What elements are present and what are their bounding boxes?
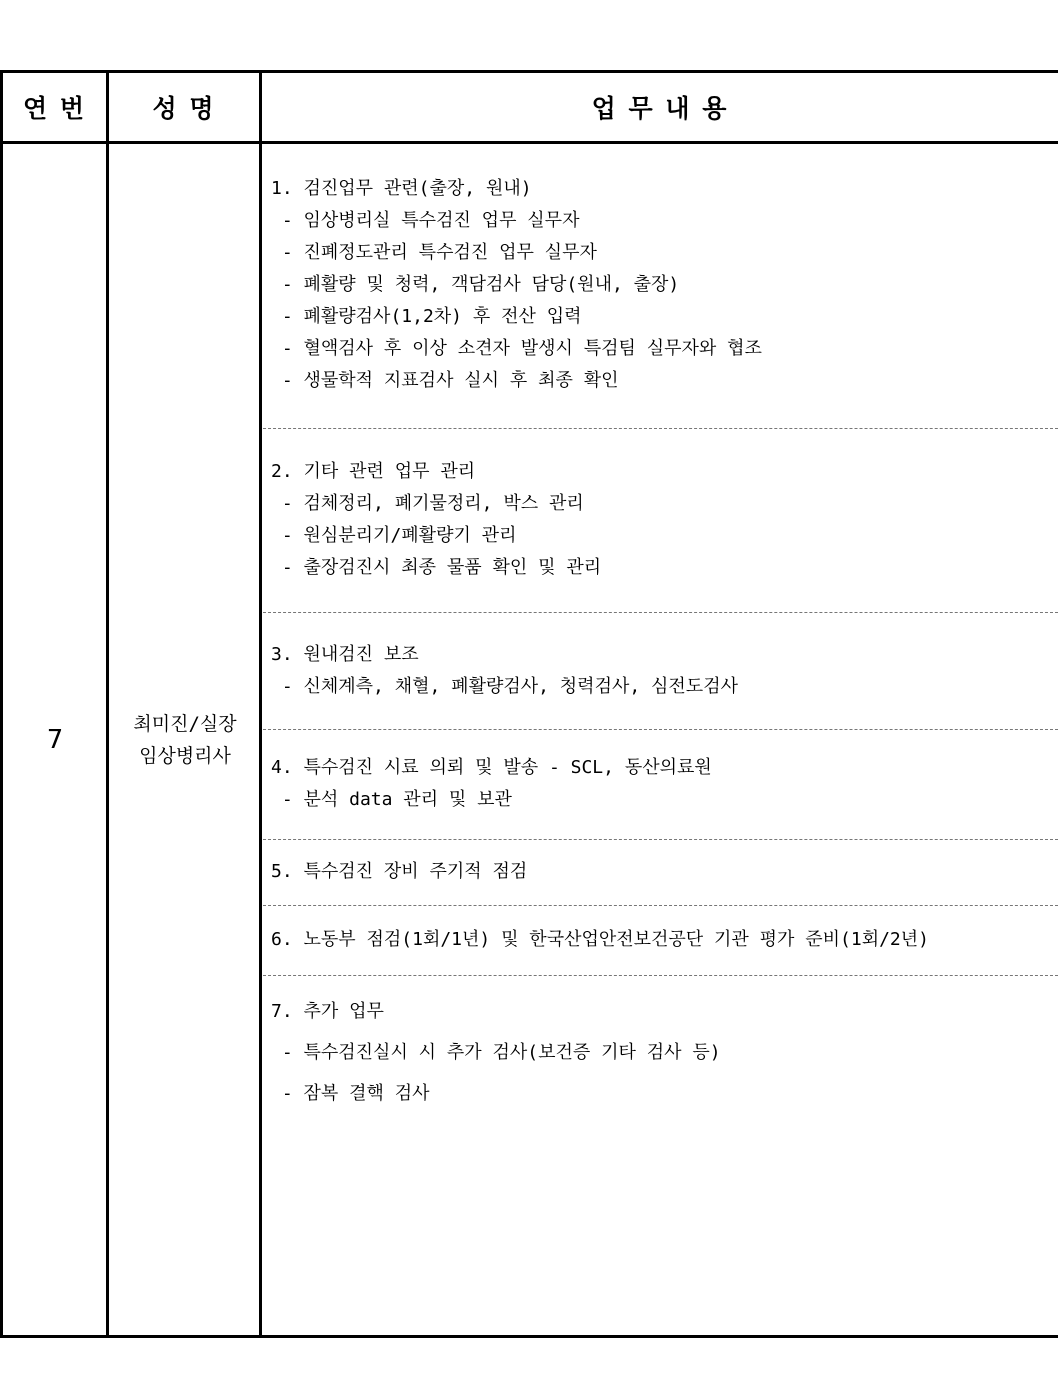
employee-name (110, 708, 260, 772)
section-item: - 진폐정도관리 특수검진 업무 실무자 (271, 242, 597, 263)
duty-section-2 (271, 456, 1051, 584)
section-item: - 폐활량 및 청력, 객담검사 담당(원내, 출장) (271, 274, 680, 295)
section-item: - 혈액검사 후 이상 소견자 발생시 특검팀 실무자와 협조 (271, 338, 762, 359)
section-item: - 폐활량검사(1,2차) 후 전산 입력 (271, 306, 582, 327)
section-title: 4. 특수검진 시료 의뢰 및 발송 - SCL, 동산의료원 (271, 757, 712, 778)
table-bottom-border (0, 1335, 1058, 1338)
section-item: - 특수검진실시 시 추가 검사(보건증 기타 검사 등) (271, 1042, 721, 1063)
section-title: 1. 검진업무 관련(출장, 원내) (271, 178, 532, 199)
section-item: - 생물학적 지표검사 실시 후 최종 확인 (271, 370, 619, 391)
duty-section-7 (271, 996, 1051, 1110)
employee-role: 임상병리사 (139, 745, 231, 767)
section-item: - 잠복 결핵 검사 (271, 1083, 430, 1104)
header-col-duties: 업 무 내 용 (591, 94, 729, 123)
duty-section-1 (271, 173, 1051, 397)
section-item: - 검체정리, 폐기물정리, 박스 관리 (271, 493, 584, 514)
section-divider (263, 839, 1058, 840)
section-divider (263, 975, 1058, 976)
duty-section-6 (271, 924, 1051, 956)
section-item: - 신체계측, 채혈, 폐활량검사, 청력검사, 심전도검사 (271, 676, 738, 697)
section-divider (263, 905, 1058, 906)
section-item: - 출장검진시 최종 물품 확인 및 관리 (271, 557, 602, 578)
header-col-name: 성 명 (152, 94, 216, 123)
table-left-border (0, 70, 3, 1338)
section-title: 3. 원내검진 보조 (271, 644, 419, 665)
employee-name-title: 최미진/실장 (133, 713, 237, 735)
row-number: 7 (46, 725, 64, 755)
section-item: - 임상병리실 특수검진 업무 실무자 (271, 210, 580, 231)
section-title: 5. 특수검진 장비 주기적 점검 (271, 861, 528, 882)
duty-section-3 (271, 639, 1051, 703)
header-bottom-border (0, 141, 1058, 144)
col-divider-2 (259, 70, 262, 1338)
section-title: 7. 추가 업무 (271, 1001, 384, 1022)
section-divider (263, 612, 1058, 613)
duty-section-4 (271, 752, 1051, 816)
section-divider (263, 428, 1058, 429)
section-item: - 분석 data 관리 및 보관 (271, 789, 512, 810)
col-divider-1 (106, 70, 109, 1338)
duty-section-5 (271, 856, 1051, 888)
section-item: - 원심분리기/폐활량기 관리 (271, 525, 517, 546)
section-title: 6. 노동부 점검(1회/1년) 및 한국산업안전보건공단 기관 평가 준비(1회/2년) (271, 929, 929, 950)
section-divider (263, 729, 1058, 730)
header-col-number: 연 번 (22, 94, 86, 123)
section-title: 2. 기타 관련 업무 관리 (271, 461, 476, 482)
